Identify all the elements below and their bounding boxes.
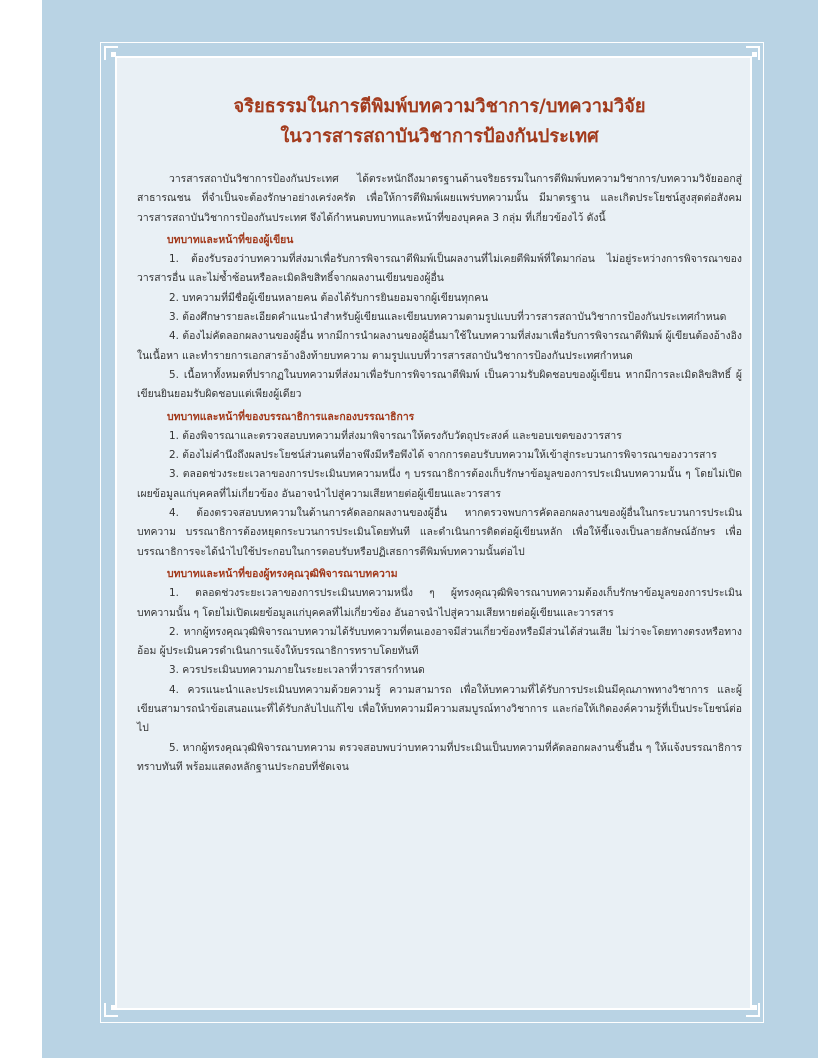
title-line-2: ในวารสารสถาบันวิชาการป้องกันประเทศ: [280, 126, 599, 147]
section-editors: [137, 408, 742, 562]
list-item: 4. ควรแนะนำและประเมินบทความด้วยความรู้ ความสามารถ เพื่อให้บทความที่ได้รับการประเมินมีคุณภาพทางวิชาการ และผู้เขียนสามารถนำข้อเสนอแนะที่ได้รับกลับไปแก้ไข เพื่อให้บทความมีความสมบูรณ์ทางวิชาการ และก่อให้เกิดองค์ความรู้ที่เป็นประโยชน์ต่อไป: [137, 683, 742, 735]
title-line-1: จริยธรรมในการตีพิมพ์บทความวิชาการ/บทความวิจัย: [233, 96, 646, 117]
section-authors: [137, 231, 742, 405]
list-item: 1. ต้องพิจารณาและตรวจสอบบทความที่ส่งมาพิจารณาให้ตรงกับวัตถุประสงค์ และขอบเขตของวารสาร: [169, 429, 622, 442]
list-item: 2. หากผู้ทรงคุณวุฒิพิจารณาบทความได้รับบทความที่ตนเองอาจมีส่วนเกี่ยวข้องหรือมีส่วนได้ส่วนเสีย ไม่ว่าจะโดยทางตรงหรือทางอ้อม ผู้ประเมินควรดำเนินการแจ้งให้บรรณาธิการทราบโดยทันที: [137, 625, 742, 658]
list-item: 3. ต้องศึกษารายละเอียดคำแนะนำสำหรับผู้เขียนและเขียนบทความตามรูปแบบที่วารสารสถาบันวิชาการป้องกันประเทศกำหนด: [169, 311, 727, 324]
corner-dot: [111, 52, 116, 57]
intro-paragraph: วารสารสถาบันวิชาการป้องกันประเทศ ได้ตระหนักถึงมาตรฐานด้านจริยธรรมในการตีพิมพ์บทความวิชาการ/บทความวิจัยออกสู่สาธารณชน ที่จำเป็นจะต้องรักษาอย่างเคร่งครัด เพื่อให้การตีพิมพ์เผยแพร่บทความนั้น มีมาตรฐาน และเกิดประโยชน์สูงสุดต่อสังคม วารสารสถาบันวิชาการป้องกันประเทศ จึงได้กำหนดบทบาทและหน้าที่ของบุคคล 3 กลุ่ม ที่เกี่ยวข้องไว้ ดังนี้: [137, 173, 742, 224]
list-item: 4. ต้องไม่คัดลอกผลงานของผู้อื่น หากมีการนำผลงานของผู้อื่นมาใช้ในบทความที่ส่งมาเพื่อรับการพิจารณาตีพิมพ์ ผู้เขียนต้องอ้างอิงในเนื้อหา และทำรายการเอกสารอ้างอิงท้ายบทความ ตามรูปแบบที่วารสารสถาบันวิชาการป้องกันประเทศกำหนด: [137, 330, 742, 362]
list-item: 5. หากผู้ทรงคุณวุฒิพิจารณาบทความ ตรวจสอบพบว่าบทความที่ประเมินเป็นบทความที่คัดลอกผลงานชิ้นอื่น ๆ ให้แจ้งบรรณาธิการทราบทันที พร้อมแสดงหลักฐานประกอบที่ชัดเจน: [137, 741, 742, 773]
list-item: 1. ตลอดช่วงระยะเวลาของการประเมินบทความหนึ่ง ๆ ผู้ทรงคุณวุฒิพิจารณาบทความต้องเก็บรักษาข้อมูลของการประเมินบทความนั้น ๆ โดยไม่เปิดเผยข้อมูลแก่บุคคลที่ไม่เกี่ยวข้อง อันอาจนำไปสู่ความเสียหายต่อผู้เขียนและวารสาร: [137, 587, 742, 619]
list-item: 2. บทความที่มีชื่อผู้เขียนหลายคน ต้องได้รับการยินยอมจากผู้เขียนทุกคน: [169, 291, 489, 304]
section-heading: บทบาทและหน้าที่ของบรรณาธิการและกองบรรณาธิการ: [167, 410, 415, 423]
page-title: [137, 92, 742, 152]
document-body: [137, 92, 742, 777]
corner-dot: [752, 1005, 757, 1010]
list-item: 1. ต้องรับรองว่าบทความที่ส่งมาเพื่อรับการพิจารณาตีพิมพ์เป็นผลงานที่ไม่เคยตีพิมพ์ที่ใดมาก่อน ไม่อยู่ระหว่างการพิจารณาของวารสารอื่น และไม่ซ้ำซ้อนหรือละเมิดลิขสิทธิ์จากผลงานเขียนของผู้อื่น: [137, 253, 742, 285]
list-item: 4. ต้องตรวจสอบบทความในด้านการคัดลอกผลงานของผู้อื่น หากตรวจพบการคัดลอกผลงานของผู้อื่นในกระบวนการประเมินบทความ บรรณาธิการต้องหยุดกระบวนการประเมินโดยทันที และดำเนินการติดต่อผู้เขียนหลัก เพื่อให้ชี้แจงเป็นลายลักษณ์อักษร เพื่อบรรณาธิการจะได้นำไปใช้ประกอบในการตอบรับหรือปฏิเสธการตีพิมพ์บทความนั้นต่อไป: [137, 507, 742, 558]
section-reviewers: [137, 565, 742, 777]
list-item: 3. ควรประเมินบทความภายในระยะเวลาที่วารสารกำหนด: [169, 664, 425, 677]
list-item: 5. เนื้อหาทั้งหมดที่ปรากฏในบทความที่ส่งมาเพื่อรับการพิจารณาตีพิมพ์ เป็นความรับผิดชอบของผู้เขียน หากมีการละเมิดลิขสิทธิ์ ผู้เขียนยินยอมรับผิดชอบแต่เพียงผู้เดียว: [137, 368, 742, 401]
list-item: 3. ตลอดช่วงระยะเวลาของการประเมินบทความหนึ่ง ๆ บรรณาธิการต้องเก็บรักษาข้อมูลของการประเมินบทความนั้น ๆ โดยไม่เปิดเผยข้อมูลแก่บุคคลที่ไม่เกี่ยวข้อง อันอาจนำไปสู่ความเสียหายต่อผู้เขียนและวารสาร: [137, 468, 742, 500]
section-heading: บทบาทและหน้าที่ของผู้เขียน: [167, 233, 294, 246]
section-heading: บทบาทและหน้าที่ของผู้ทรงคุณวุฒิพิจารณาบทความ: [167, 567, 398, 580]
list-item: 2. ต้องไม่คำนึงถึงผลประโยชน์ส่วนตนที่อาจพึงมีหรือพึงได้ จากการตอบรับบทความให้เข้าสู่กระบวนการพิจารณาของวารสาร: [169, 449, 717, 462]
corner-dot: [111, 1005, 116, 1010]
corner-dot: [752, 52, 757, 57]
